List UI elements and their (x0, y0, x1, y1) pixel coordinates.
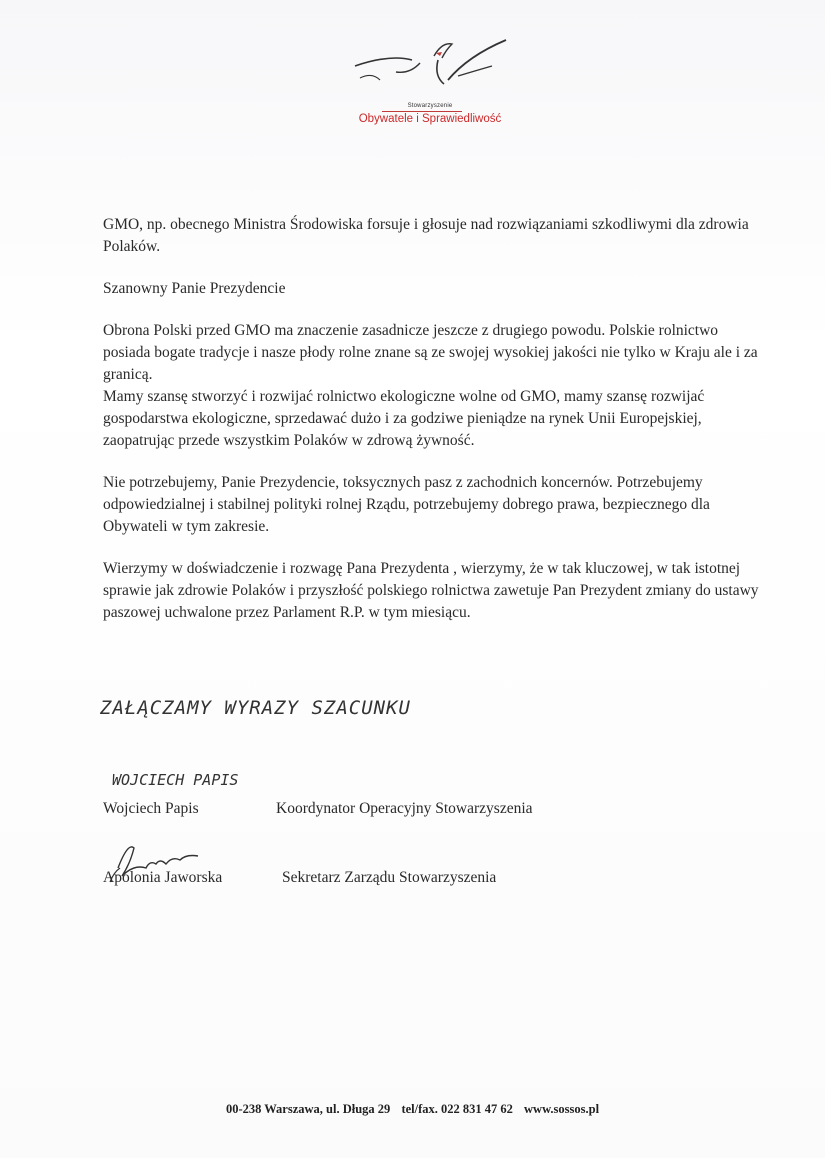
paragraph: GMO, np. obecnego Ministra Środowiska forsuje i głosuje nad rozwiązaniami szkodliwymi dla zdrowia Polaków. (103, 216, 749, 255)
paragraph: Wierzymy w doświadczenie i rozwagę Pana Prezydenta , wierzymy, że w tak kluczowej, w tak istotnej sprawie jak zdrowie Polaków i przyszłość polskiego rolnictwa zawetuje Pan Prezydent zmiany do ustawy paszowej uchwalone przez Parlament R.P. w tym miesiącu. (103, 560, 759, 621)
eagle-logo-icon (350, 36, 510, 91)
letter-body (103, 214, 763, 624)
footer-phone: tel/fax. 022 831 47 62 (401, 1102, 513, 1116)
signer-role: Koordynator Operacyjny Stowarzyszenia (276, 800, 533, 817)
paragraph: Obrona Polski przed GMO ma znaczenie zasadnicze jeszcze z drugiego powodu. Polskie rolnictwo posiada bogate tradycje i nasze płody rolne znane są ze swojej wysokiej jakości nie tylko w Kraju ale i za granicą. (103, 322, 758, 383)
footer-address: 00-238 Warszawa, ul. Długa 29 (225, 1102, 391, 1116)
paragraph: Nie potrzebujemy, Panie Prezydencie, toksycznych pasz z zachodnich koncernów. Potrzebujemy odpowiedzialnej i stabilnej polityki rolnej Rządu, potrzebujemy dobrego prawa, bezpiecznego dla Obywateli w tym zakresie. (103, 474, 710, 535)
logo-divider (382, 111, 462, 112)
org-name: Obywatele i Sprawiedliwość (358, 113, 502, 125)
signer-name: Wojciech Papis (103, 800, 199, 817)
paragraph: Mamy szansę stworzyć i rozwijać rolnictwo ekologiczne wolne od GMO, mamy szansę rozwijać gospodarstwa ekologiczne, sprzedawać dużo i za godziwe pieniądze na rynek Unii Europejskiej, zaopatrując przede wszystkim Polaków w zdrową żywność. (103, 388, 705, 449)
signer-name: Apolonia Jaworska (103, 869, 223, 886)
footer-website: www.sossos.pl (524, 1102, 600, 1116)
handwritten-closing: ZAŁĄCZAMY WYRAZY SZACUNKU (100, 697, 411, 719)
signer-role: Sekretarz Zarządu Stowarzyszenia (282, 869, 497, 886)
salutation: Szanowny Panie Prezydencie (103, 280, 286, 297)
footer-contact (0, 1102, 825, 1117)
org-prefix: Stowarzyszenie (407, 103, 453, 109)
handwritten-signature-name: WOJCIECH PAPIS (112, 771, 239, 789)
